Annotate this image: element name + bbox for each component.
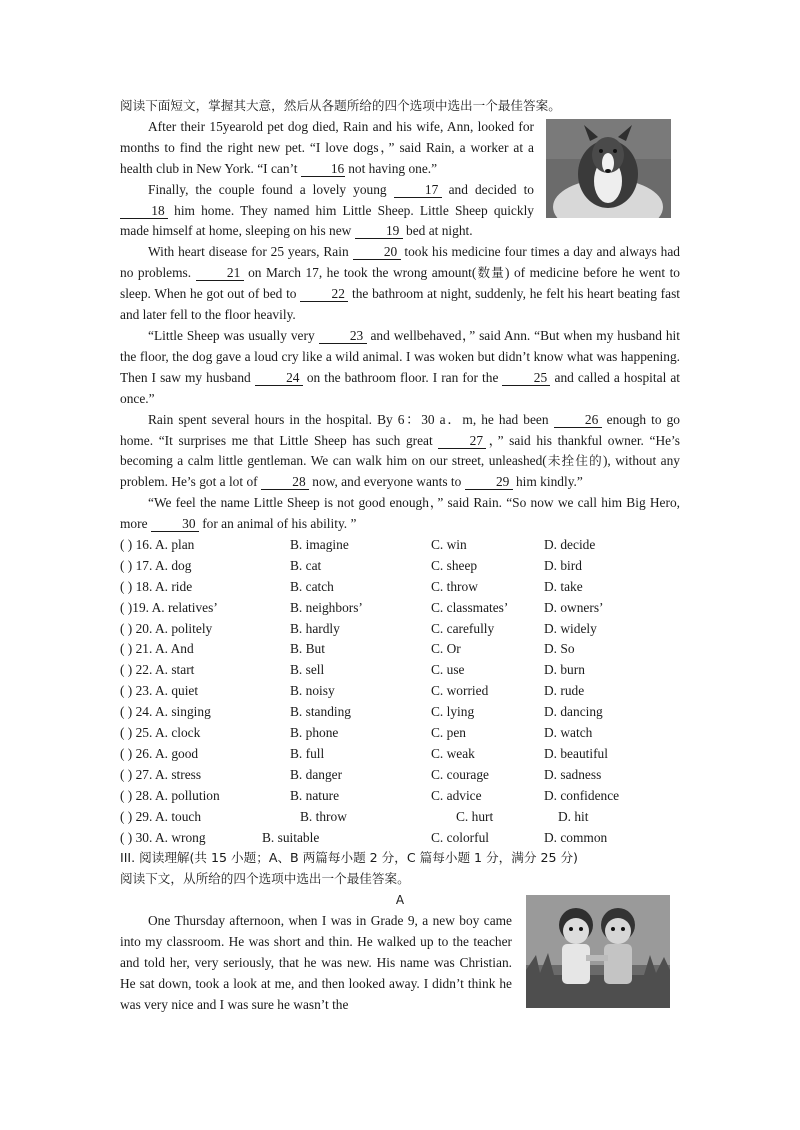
option-a[interactable]: ( ) 24. A. singing — [120, 704, 211, 720]
blank-18[interactable]: 18 — [120, 203, 168, 219]
option-b[interactable]: B. sell — [290, 662, 325, 678]
option-c[interactable]: C. weak — [431, 745, 475, 761]
option-c[interactable]: C. lying — [431, 704, 475, 720]
text: Rain spent several hours in the hospital. By 6：30 a．m, he had been — [148, 411, 554, 427]
paragraph-4 — [120, 326, 680, 410]
question-row[interactable] — [120, 535, 680, 556]
section-a-label: A — [395, 893, 405, 908]
option-a[interactable]: ( ) 29. A. touch — [120, 808, 202, 824]
option-d[interactable]: D. decide — [544, 537, 596, 553]
instruction-cloze: 阅读下面短文，掌握其大意，然后从各题所给的四个选项中选出一个最佳答案。 — [120, 98, 561, 113]
option-b[interactable]: B. catch — [290, 578, 334, 594]
question-row[interactable] — [120, 598, 680, 619]
option-b[interactable]: B. imagine — [290, 537, 349, 553]
text: ) of medicine before he went to sleep. When he got out of bed to — [120, 265, 680, 302]
blank-23[interactable]: 23 — [319, 328, 367, 344]
option-b[interactable]: B. nature — [290, 787, 340, 803]
passage-a — [120, 911, 512, 1016]
chinese-gloss: 未拴住的 — [546, 453, 603, 469]
option-b[interactable]: B. cat — [290, 557, 322, 573]
text: After their 15yearold pet dog died, Rain and his wife, Ann, looked for months to find the right new pet. “I love dogs，” said Rain, a worker at a health club in New York. “I can’t — [120, 118, 534, 176]
paragraph-5 — [120, 410, 680, 494]
text: the bathroom at night, suddenly, he felt his heart beating fast and later fell to the floor heavily. — [120, 286, 680, 323]
option-c[interactable]: C. hurt — [456, 808, 494, 824]
text: now, and everyone wants to — [308, 474, 465, 490]
text: him kindly.” — [512, 474, 583, 490]
question-row[interactable] — [120, 577, 680, 598]
option-a[interactable]: ( )19. A. relatives’ — [120, 599, 218, 615]
text: With heart disease for 25 years, Rain — [148, 244, 353, 260]
option-b[interactable]: B. neighbors’ — [290, 599, 363, 615]
option-c[interactable]: C. courage — [431, 766, 490, 782]
question-row[interactable] — [120, 702, 680, 723]
option-b[interactable]: B. But — [290, 641, 325, 657]
blank-26[interactable]: 26 — [554, 412, 602, 428]
option-d[interactable]: D. confidence — [544, 787, 620, 803]
option-d[interactable]: D. sadness — [544, 766, 602, 782]
option-d[interactable]: D. common — [544, 829, 608, 845]
option-d[interactable]: D. watch — [544, 725, 593, 741]
option-a[interactable]: ( ) 30. A. wrong — [120, 829, 206, 845]
option-d[interactable]: D. beautiful — [544, 745, 608, 761]
option-a[interactable]: ( ) 17. A. dog — [120, 557, 192, 573]
text: on the bathroom floor. I ran for the — [302, 369, 503, 385]
question-row[interactable] — [120, 619, 680, 640]
paragraph-1 — [120, 117, 534, 180]
option-a[interactable]: ( ) 23. A. quiet — [120, 683, 199, 699]
text: him home. They named him Little Sheep. Little Sheep quickly made himself at home, sleeping on his new — [120, 202, 534, 239]
option-b[interactable]: B. noisy — [290, 683, 335, 699]
option-b[interactable]: B. standing — [290, 704, 352, 720]
question-row[interactable] — [120, 556, 680, 577]
option-b[interactable]: B. phone — [290, 725, 339, 741]
option-a[interactable]: ( ) 21. A. And — [120, 641, 194, 657]
paragraph-2 — [120, 180, 534, 243]
option-b[interactable]: B. full — [290, 745, 325, 761]
text: “Little Sheep was usually very — [148, 327, 319, 343]
blank-19[interactable]: 19 — [355, 223, 403, 239]
question-row[interactable] — [120, 744, 680, 765]
option-b[interactable]: B. throw — [300, 808, 347, 824]
option-a[interactable]: ( ) 22. A. start — [120, 662, 195, 678]
option-c[interactable]: C. classmates’ — [431, 599, 509, 615]
blank-20[interactable]: 20 — [353, 244, 401, 260]
chinese-gloss: 数量 — [476, 265, 505, 281]
blank-29[interactable]: 29 — [465, 474, 513, 490]
option-b[interactable]: B. danger — [290, 766, 343, 782]
question-row[interactable] — [120, 660, 680, 681]
passage-intro — [120, 117, 534, 242]
option-c[interactable]: C. Or — [431, 641, 461, 657]
passage-body — [120, 242, 680, 535]
option-c[interactable]: C. advice — [431, 787, 482, 803]
option-b[interactable]: B. suitable — [262, 829, 320, 845]
text: enough to go home. “It surprises me that Little Sheep has such great — [120, 411, 680, 448]
blank-22[interactable]: 22 — [300, 286, 348, 302]
paragraph-3 — [120, 242, 680, 326]
text: and decided to — [441, 181, 534, 197]
option-d[interactable]: D. burn — [544, 662, 585, 678]
option-a[interactable]: ( ) 26. A. good — [120, 745, 199, 761]
option-c[interactable]: C. carefully — [431, 620, 495, 636]
blank-30[interactable]: 30 — [151, 516, 199, 532]
option-d[interactable]: D. owners’ — [544, 599, 604, 615]
paragraph-6 — [120, 493, 680, 535]
question-row[interactable] — [120, 807, 680, 828]
text: and called a hospital at once.” — [120, 369, 680, 406]
option-c[interactable]: C. pen — [431, 725, 466, 741]
option-a[interactable]: ( ) 18. A. ride — [120, 578, 193, 594]
text: took his medicine four times a day and always had no problems. — [120, 244, 681, 281]
option-b[interactable]: B. hardly — [290, 620, 340, 636]
option-c[interactable]: C. sheep — [431, 557, 478, 573]
option-a[interactable]: ( ) 27. A. stress — [120, 766, 202, 782]
blank-17[interactable]: 17 — [394, 182, 442, 198]
question-row[interactable] — [120, 639, 680, 660]
option-d[interactable]: D. dancing — [544, 704, 603, 720]
text: on March 17, he took the wrong amount( — [243, 265, 477, 281]
text: and wellbehaved，” said Ann. “But when my husband hit the floor, the dog gave a loud cry like a wild animal. I was woken but didn’t know what was happening. Then I saw my husband — [120, 327, 680, 385]
passage-a-paragraph: One Thursday afternoon, when I was in Grade 9, a new boy came into my classroom. He was short and thin. He walked up to the teacher and told her, very seriously, that he was new. His name was Christian. He sat down, took a look at me, and then looked away. I didn’t think he was very nice and I was sure he wasn’t the — [120, 913, 512, 1012]
option-a[interactable]: ( ) 20. A. politely — [120, 620, 213, 636]
option-d[interactable]: D. So — [544, 641, 575, 657]
blank-24[interactable]: 24 — [255, 370, 303, 386]
question-row[interactable] — [120, 765, 680, 786]
option-c[interactable]: C. colorful — [431, 829, 490, 845]
option-c[interactable]: C. worried — [431, 683, 489, 699]
option-c[interactable]: C. win — [431, 537, 467, 553]
text: bed at night. — [402, 223, 473, 239]
options-list — [120, 535, 680, 848]
blank-21[interactable]: 21 — [196, 265, 244, 281]
text: not having one.” — [344, 160, 438, 176]
text: ), without any problem. He’s got a lot of — [120, 453, 681, 490]
option-d[interactable]: D. rude — [544, 683, 585, 699]
option-d[interactable]: D. hit — [558, 808, 589, 824]
question-row[interactable] — [120, 786, 680, 807]
blank-27[interactable]: 27 — [438, 433, 486, 449]
instruction-reading: 阅读下文，从所给的四个选项中选出一个最佳答案。 — [120, 871, 410, 887]
text: Finally, the couple found a lovely young — [148, 181, 394, 197]
option-c[interactable]: C. use — [431, 662, 465, 678]
text: for an animal of his ability. ” — [198, 516, 357, 532]
blank-25[interactable]: 25 — [502, 370, 550, 386]
option-d[interactable]: D. widely — [544, 620, 597, 636]
question-row[interactable] — [120, 828, 680, 849]
question-row[interactable] — [120, 681, 680, 702]
section-3-title: III. 阅读理解(共 15 小题；A、B 两篇每小题 2 分，C 篇每小题 1 分，满分 25 分) — [120, 850, 578, 866]
blank-16[interactable]: 16 — [301, 161, 345, 177]
blank-28[interactable]: 28 — [261, 474, 309, 490]
text: ，” said his thankful owner. “He’s becoming a calm little gentleman. We can walk him on our street, unleashed( — [120, 432, 680, 469]
exam-page — [120, 96, 680, 1016]
question-row[interactable] — [120, 723, 680, 744]
option-a[interactable]: ( ) 16. A. plan — [120, 537, 195, 553]
option-c[interactable]: C. throw — [431, 578, 478, 594]
option-a[interactable]: ( ) 25. A. clock — [120, 725, 201, 741]
option-a[interactable]: ( ) 28. A. pollution — [120, 787, 220, 803]
option-d[interactable]: D. take — [544, 578, 583, 594]
option-d[interactable]: D. bird — [544, 557, 582, 573]
text: “We feel the name Little Sheep is not good enough，” said Rain. “So now we call him Big Hero, more — [120, 495, 680, 532]
